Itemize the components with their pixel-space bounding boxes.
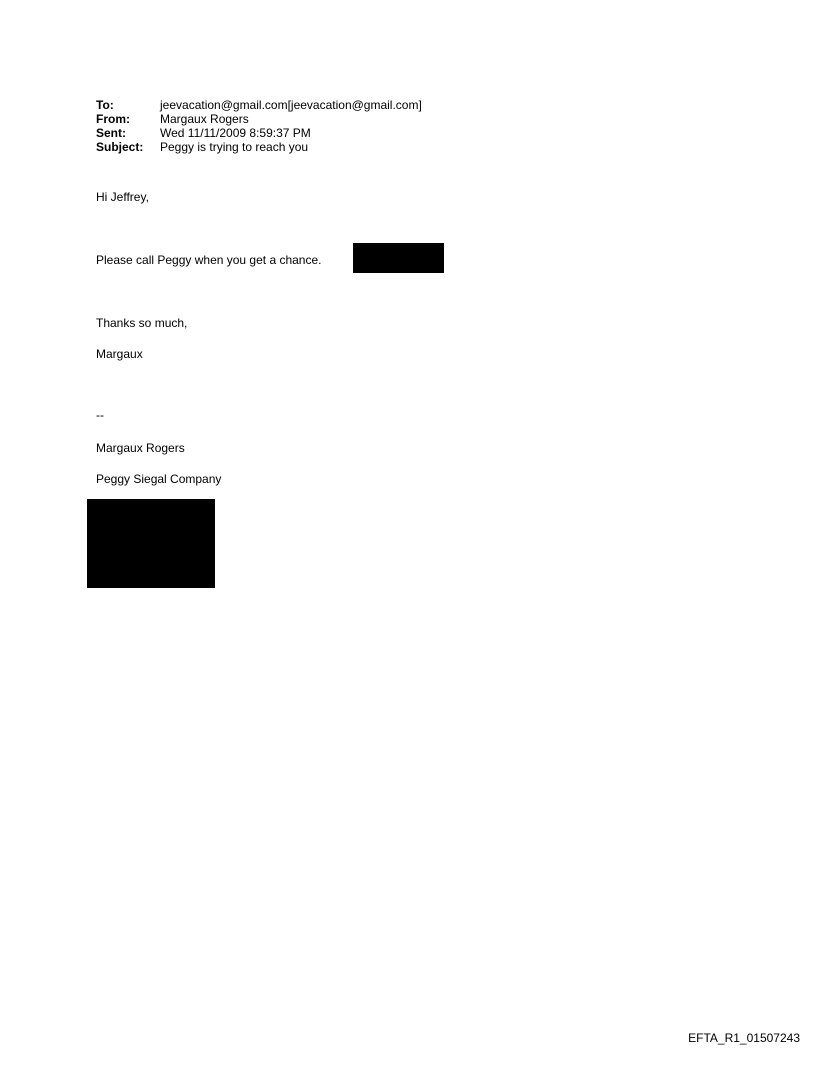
signature-company: Peggy Siegal Company: [96, 472, 222, 486]
subject-label: Subject:: [96, 140, 144, 154]
thanks-text: Thanks so much,: [96, 316, 188, 330]
document-id: EFTA_R1_01507243: [688, 1031, 800, 1045]
sender-first-name: Margaux: [96, 347, 143, 361]
to-label: To:: [96, 98, 114, 112]
subject-row: [96, 140, 422, 154]
redaction-block-inline: [353, 243, 444, 273]
sent-label: Sent:: [96, 126, 126, 140]
sent-row: [96, 126, 422, 140]
to-row: [96, 98, 422, 112]
from-label: From:: [96, 112, 130, 126]
redaction-block-signature: [87, 499, 215, 588]
sent-value: Wed 11/11/2009 8:59:37 PM: [160, 126, 311, 140]
message-text: Please call Peggy when you get a chance.: [96, 253, 322, 267]
signature-name: Margaux Rogers: [96, 441, 185, 455]
from-row: [96, 112, 422, 126]
from-value: Margaux Rogers: [160, 112, 249, 126]
to-value: jeevacation@gmail.com[jeevacation@gmail.com]: [160, 98, 422, 112]
subject-value: Peggy is trying to reach you: [160, 140, 309, 154]
email-header: [96, 98, 422, 154]
greeting-text: Hi Jeffrey,: [96, 190, 149, 204]
signature-separator: --: [96, 408, 104, 422]
